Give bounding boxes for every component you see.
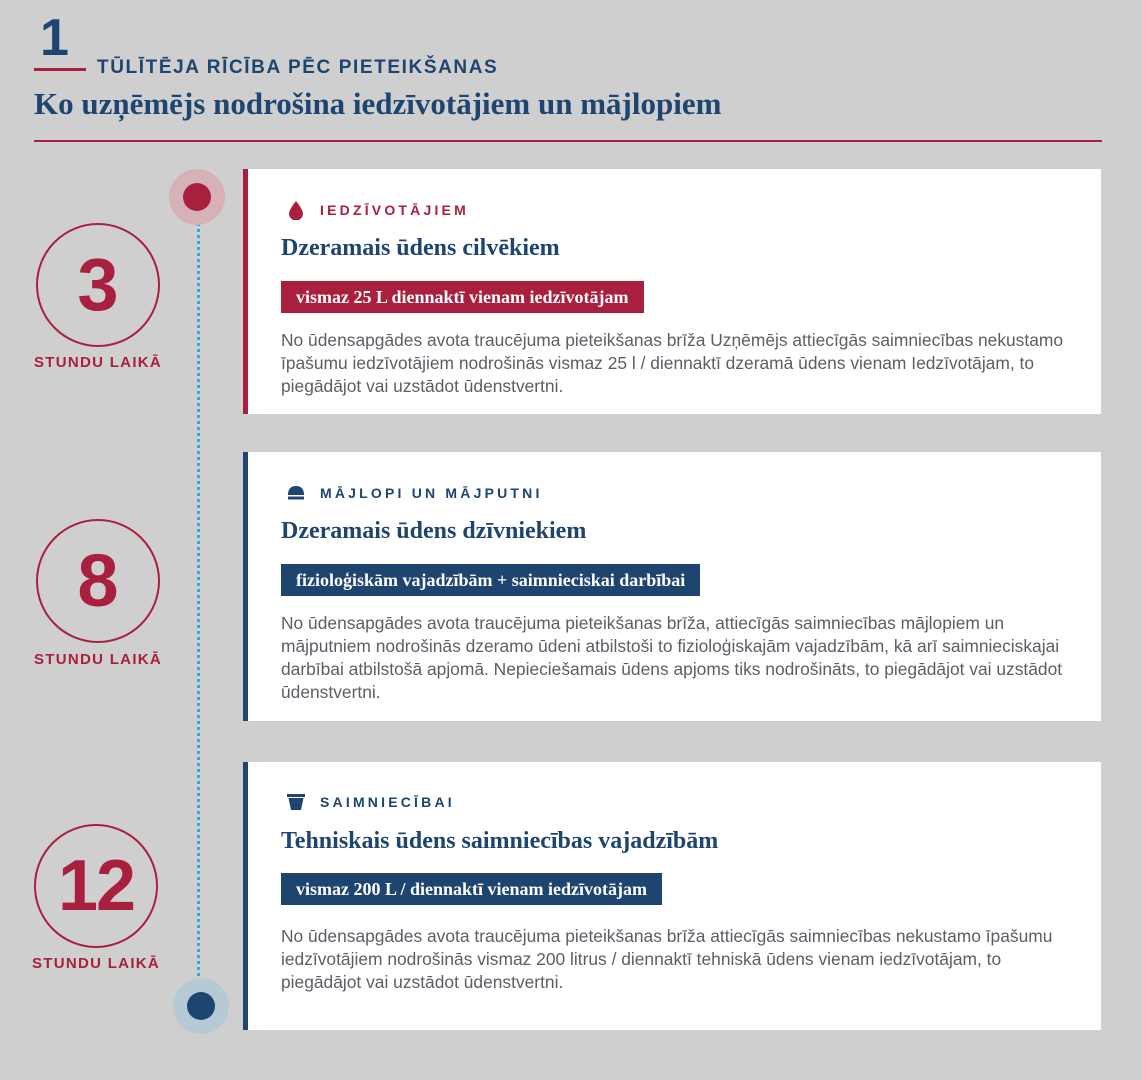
card-category — [286, 200, 469, 220]
amount-badge: fizioloģiskām vajadzībām + saimnieciskai darbībai — [281, 564, 700, 596]
card-category — [286, 792, 455, 812]
hour-circle-8 — [36, 519, 160, 643]
card-residents — [243, 169, 1101, 414]
step-underline — [34, 68, 86, 71]
section-kicker: TŪLĪTĒJA RĪCĪBA PĒC PIETEIKŠANAS — [97, 57, 499, 78]
card-description: No ūdensapgādes avota traucējuma pieteikšanas brīža attiecīgās saimniecības nekustamo īpašumu iedzīvotājiem nodrošinās vismaz 200 litrus / diennaktī tehniskā ūdens vienam iedzīvotājam, to piegādājot vai uzstādot ūdenstvertni. — [281, 926, 1053, 992]
water-drop-icon — [286, 200, 306, 220]
amount-badge: vismaz 25 L diennaktī vienam iedzīvotājam — [281, 281, 644, 313]
hour-label: STUNDU LAIKĀ — [31, 955, 161, 972]
timeline-end-dot — [173, 978, 229, 1034]
card-title: Dzeramais ūdens dzīvniekiem — [281, 518, 587, 544]
hour-value: 8 — [77, 539, 119, 622]
card-livestock — [243, 452, 1101, 721]
page-title: Ko uzņēmējs nodrošina iedzīvotājiem un mājlopiem — [34, 86, 722, 121]
card-household — [243, 762, 1101, 1030]
timeline-start-dot — [169, 169, 225, 225]
hour-value: 12 — [57, 846, 135, 926]
header-divider — [34, 140, 1102, 142]
amount-badge: vismaz 200 L / diennaktī vienam iedzīvotājam — [281, 873, 662, 905]
timeline-line — [197, 200, 200, 1006]
card-description: No ūdensapgādes avota traucējuma pieteikšanas brīža, attiecīgās saimniecības mājlopiem un mājputniem nodrošinās dzeramo ūdeni atbilstoši to fizioloģiskajām vajadzībām, kā arī saimnieciskajai darbībai atbilstošā apjomā. Nepieciešamais ūdens apjoms tiks nodrošināts, to piegādājot vai uzstādot ūdenstvertni. — [281, 613, 1063, 702]
hour-label: STUNDU LAIKĀ — [33, 651, 163, 668]
card-description: No ūdensapgādes avota traucējuma pieteikšanas brīža Uzņēmējs attiecīgās saimniecības nekustamo īpašumu iedzīvotājiem nodrošinās vismaz 25 l / diennaktī dzeramā ūdens vienam Iedzīvotājam, to piegādājot vai uzstādot ūdenstvertni. — [281, 330, 1064, 396]
card-category — [286, 483, 543, 503]
category-label: SAIMNIECĪBAI — [320, 794, 455, 810]
hour-label: STUNDU LAIKĀ — [33, 354, 163, 371]
card-title: Dzeramais ūdens cilvēkiem — [281, 235, 560, 261]
bucket-icon — [286, 792, 306, 812]
card-title: Tehniskais ūdens saimniecības vajadzībām — [281, 828, 719, 854]
hour-circle-3 — [36, 223, 160, 347]
hour-value: 3 — [77, 243, 119, 326]
step-number: 1 — [40, 9, 69, 67]
livestock-icon — [286, 483, 306, 503]
category-label: MĀJLOPI UN MĀJPUTNI — [320, 485, 543, 501]
hour-circle-12 — [34, 824, 158, 948]
category-label: IEDZĪVOTĀJIEM — [320, 202, 469, 218]
